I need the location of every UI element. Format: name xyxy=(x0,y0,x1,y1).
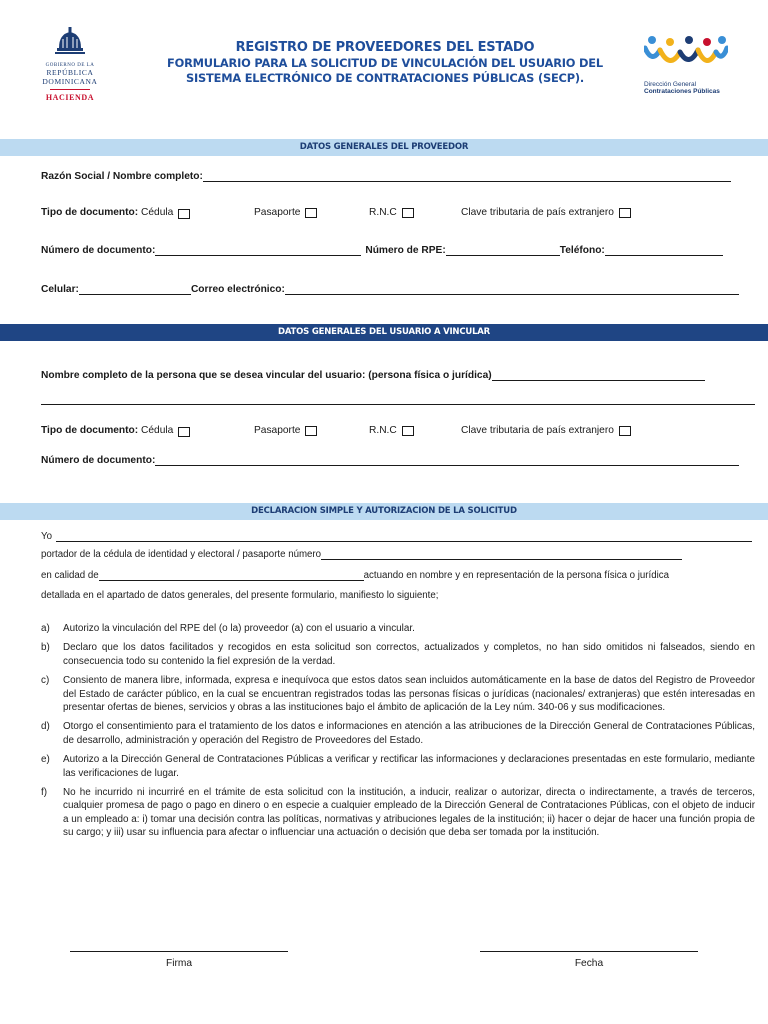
pasaporte-option xyxy=(254,207,317,218)
numero-documento-usuario-label: Número de documento: xyxy=(41,455,156,466)
nombre-vincular-row xyxy=(41,370,705,381)
document-titles xyxy=(150,40,620,85)
numero-rpe-field[interactable] xyxy=(446,245,560,256)
section-heading-declaracion: DECLARACION SIMPLE Y AUTORIZACION DE LA SOLICITUD xyxy=(0,503,768,520)
dgcp-logo-line1: Dirección General xyxy=(644,81,697,88)
calidad-label: en calidad de xyxy=(41,570,99,581)
rnc-option xyxy=(369,207,414,218)
list-item xyxy=(41,622,755,635)
celular-label: Celular: xyxy=(41,284,79,295)
logo-text-hacienda: HACIENDA xyxy=(45,93,95,102)
clave-usuario-option xyxy=(461,425,631,436)
item-key: e) xyxy=(41,754,50,766)
page-subtitle-line2: SISTEMA ELECTRÓNICO DE CONTRATACIONES PÚBLICAS (SECP). xyxy=(186,70,584,85)
tipo-documento-usuario-label: Tipo de documento: xyxy=(41,425,139,436)
portador-row xyxy=(41,549,682,560)
numero-documento-usuario-row xyxy=(41,455,739,466)
item-text: No he incurrido ni incurriré en el trámite de esta solicitud con la institución, a inducir, realizar o autorizar, directa o indirectamente, a través de terceros, cualquier promesa de pago o pago en dinero o en especie a cualquier empleado de la Dirección General de Contrataciones Públicas, con el objeto de inducir a un empleado a: i) tomar una decisión contra las políticas, normativas y atribuciones legales de la institución; ii) hacer o dejar de hacer una función propia de su cargo; y iii) usar su influencia para afectar o influenciar una actuación o decisión que deba ser tomada por la institución. xyxy=(63,787,755,839)
logo-divider xyxy=(50,89,90,90)
rnc-usuario-option xyxy=(369,425,414,436)
firma-line[interactable] xyxy=(70,951,288,952)
numero-documento-label: Número de documento: xyxy=(41,245,156,256)
clave-label: Clave tributaria de país extranjero xyxy=(461,207,614,218)
page-subtitle-line1: FORMULARIO PARA LA SOLICITUD DE VINCULACIÓN DEL USUARIO DEL xyxy=(167,56,603,70)
list-item xyxy=(41,641,755,668)
detallada-text: detallada en el apartado de datos generales, del presente formulario, manifiesto lo siguiente; xyxy=(41,590,439,601)
item-text: Autorizo a la Dirección General de Contrataciones Públicas a verificar y rectificar las informaciones y declaraciones presentadas en este formulario, mediante las verificaciones de lugar. xyxy=(63,754,755,779)
pasaporte-usuario-checkbox[interactable] xyxy=(305,426,317,436)
firma-label: Firma xyxy=(165,958,193,969)
calidad-field[interactable] xyxy=(99,570,364,581)
actuando-label: actuando en nombre y en representación de la persona física o jurídica xyxy=(363,570,669,581)
pasaporte-label: Pasaporte xyxy=(254,207,301,218)
government-logo xyxy=(38,26,102,102)
clave-option xyxy=(461,207,631,218)
section-heading-usuario: DATOS GENERALES DEL USUARIO A VINCULAR xyxy=(0,324,768,341)
item-text: Consiento de manera libre, informada, expresa e inequívoca que estos datos sean incluidos automáticamente en la base de datos del Registro de Proveedor del Estado de carácter público, en la cual se encuentran registrados todas las personas físicas o jurídicas (nacionales/ extranjeras) que estén interesadas en presentar ofertas de bienes, servicios y obras a las instituciones bajo el ámbito de aplicación de la Ley núm. 340-06 y sus modificaciones. xyxy=(63,675,755,714)
item-key: f) xyxy=(41,787,48,799)
razon-social-field[interactable] xyxy=(203,171,731,182)
cedula-usuario-checkbox[interactable] xyxy=(178,427,190,437)
list-item xyxy=(41,674,755,714)
tipo-documento-label: Tipo de documento: xyxy=(41,207,139,218)
numero-documento-usuario-field[interactable] xyxy=(155,455,739,466)
item-text: Otorgo el consentimiento para el tratamiento de los datos e informaciones en atención a las atribuciones de la Dirección General de Contrataciones Públicas, de desarrollo, administración y operación del Registro de Proveedores del Estado. xyxy=(63,721,755,746)
pasaporte-usuario-option xyxy=(254,425,317,436)
people-chain-icon xyxy=(644,34,728,78)
declaration-list xyxy=(41,622,755,846)
clave-usuario-label: Clave tributaria de país extranjero xyxy=(461,425,614,436)
celular-row xyxy=(41,284,739,295)
item-key: b) xyxy=(41,642,50,654)
correo-label: Correo electrónico: xyxy=(190,284,285,295)
razon-social-label: Razón Social / Nombre completo: xyxy=(41,171,203,182)
yo-label: Yo xyxy=(41,531,52,542)
rnc-usuario-checkbox[interactable] xyxy=(402,426,414,436)
item-text: Declaro que los datos facilitados y recogidos en esta solicitud son correctos, actualizados y completos, no han sido omitidos ni falseados, siendo en consecuencia todo su contenido la fiel expresión de la verdad. xyxy=(63,642,755,667)
numero-documento-row xyxy=(41,245,723,256)
document-header xyxy=(0,0,768,120)
logo-text-dominicana: DOMINICANA xyxy=(42,77,98,86)
fecha-label: Fecha xyxy=(574,958,604,969)
rnc-label: R.N.C xyxy=(369,207,397,218)
clave-usuario-checkbox[interactable] xyxy=(619,426,631,436)
yo-row xyxy=(41,531,752,542)
item-key: a) xyxy=(41,623,50,634)
telefono-label: Teléfono: xyxy=(559,245,605,256)
dgcp-logo xyxy=(644,34,754,95)
telefono-field[interactable] xyxy=(605,245,723,256)
correo-field[interactable] xyxy=(285,284,739,295)
fecha-line[interactable] xyxy=(480,951,698,952)
portador-field[interactable] xyxy=(321,549,682,560)
list-item xyxy=(41,786,755,840)
logo-text-gobierno: GOBIERNO DE LA xyxy=(45,63,95,68)
numero-documento-field[interactable] xyxy=(155,245,361,256)
pasaporte-checkbox[interactable] xyxy=(305,208,317,218)
logo-text-republica: REPÚBLICA xyxy=(46,68,94,77)
list-item xyxy=(41,753,755,780)
item-text: Autorizo la vinculación del RPE del (o la) proveedor (a) con el usuario a vincular. xyxy=(63,623,415,634)
section-heading-proveedor: DATOS GENERALES DEL PROVEEDOR xyxy=(0,139,768,156)
rnc-checkbox[interactable] xyxy=(402,208,414,218)
tipo-documento-row xyxy=(41,207,190,218)
portador-label: portador de la cédula de identidad y electoral / pasaporte número xyxy=(41,549,322,560)
nombre-vincular-field[interactable] xyxy=(492,370,705,381)
cedula-checkbox[interactable] xyxy=(178,209,190,219)
razon-social-row xyxy=(41,171,731,182)
rnc-usuario-label: R.N.C xyxy=(369,425,397,436)
item-key: c) xyxy=(41,675,50,687)
national-seal-icon xyxy=(53,26,87,56)
numero-rpe-label: Número de RPE: xyxy=(365,245,446,256)
cedula-usuario-label: Cédula xyxy=(141,425,174,436)
cedula-label: Cédula xyxy=(141,207,174,218)
yo-field[interactable] xyxy=(56,531,752,542)
nombre-vincular-label: Nombre completo de la persona que se desea vincular del usuario: (persona física o jurídica) xyxy=(41,370,492,381)
clave-checkbox[interactable] xyxy=(619,208,631,218)
nombre-vincular-row2 xyxy=(41,394,755,405)
tipo-documento-usuario-row xyxy=(41,425,190,436)
list-item xyxy=(41,720,755,747)
item-key: d) xyxy=(41,721,50,733)
celular-field[interactable] xyxy=(79,284,191,295)
nombre-vincular-field-line2[interactable] xyxy=(41,394,755,405)
dgcp-logo-line2: Contrataciones Públicas xyxy=(644,88,720,95)
pasaporte-usuario-label: Pasaporte xyxy=(254,425,301,436)
calidad-row xyxy=(41,570,669,581)
page-title: REGISTRO DE PROVEEDORES DEL ESTADO xyxy=(235,40,535,55)
